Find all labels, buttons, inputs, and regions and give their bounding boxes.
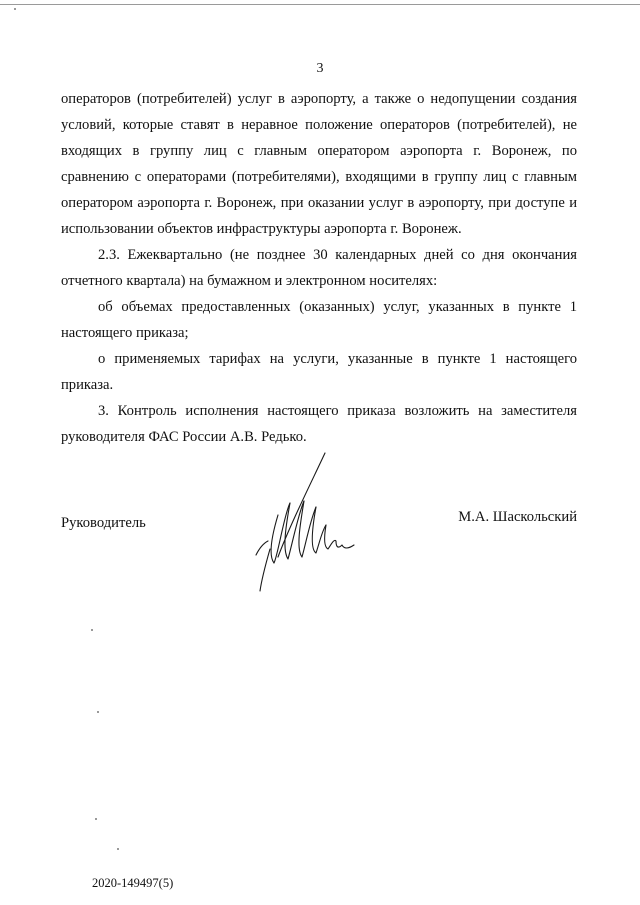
- scan-speck: [14, 8, 16, 10]
- signatory-name: М.А. Шаскольский: [458, 509, 577, 525]
- scan-speck: [97, 711, 99, 713]
- paragraph-tariffs: о применяемых тарифах на услуги, указанные в пункте 1 настоящего приказа.: [61, 351, 577, 393]
- paragraph-services-volume: об объемах предоставленных (оказанных) услуг, указанных в пункте 1 настоящего приказа;: [61, 299, 577, 341]
- handwritten-signature: [250, 445, 360, 595]
- scan-speck: [117, 848, 119, 850]
- document-body: [61, 86, 577, 450]
- paragraph-2-3: 2.3. Ежеквартально (не позднее 30 календарных дней со дня окончания отчетного квартала) на бумажном и электронном носителях:: [61, 247, 577, 289]
- page-number: 3: [316, 61, 324, 76]
- paragraph-continuation: операторов (потребителей) услуг в аэропорту, а также о недопущении создания условий, которые ставят в неравное положение операторов (потребителей), не входящих в группу лиц с главным оператором аэропорта г. Воронеж, по сравнению с операторами (потребителями), входящими в группу лиц с главным оператором аэропорта г. Воронеж, при оказании услуг в аэропорту, при доступе и использовании объектов инфраструктуры аэропорта г. Воронеж.: [61, 91, 577, 237]
- paragraph-3-control: 3. Контроль исполнения настоящего приказа возложить на заместителя руководителя ФАС России А.В. Редько.: [61, 403, 577, 445]
- scan-speck: [91, 629, 93, 631]
- document-code: 2020-149497(5): [92, 876, 174, 890]
- scan-top-edge: [0, 4, 640, 5]
- signatory-title: Руководитель: [61, 515, 146, 531]
- scan-speck: [95, 818, 97, 820]
